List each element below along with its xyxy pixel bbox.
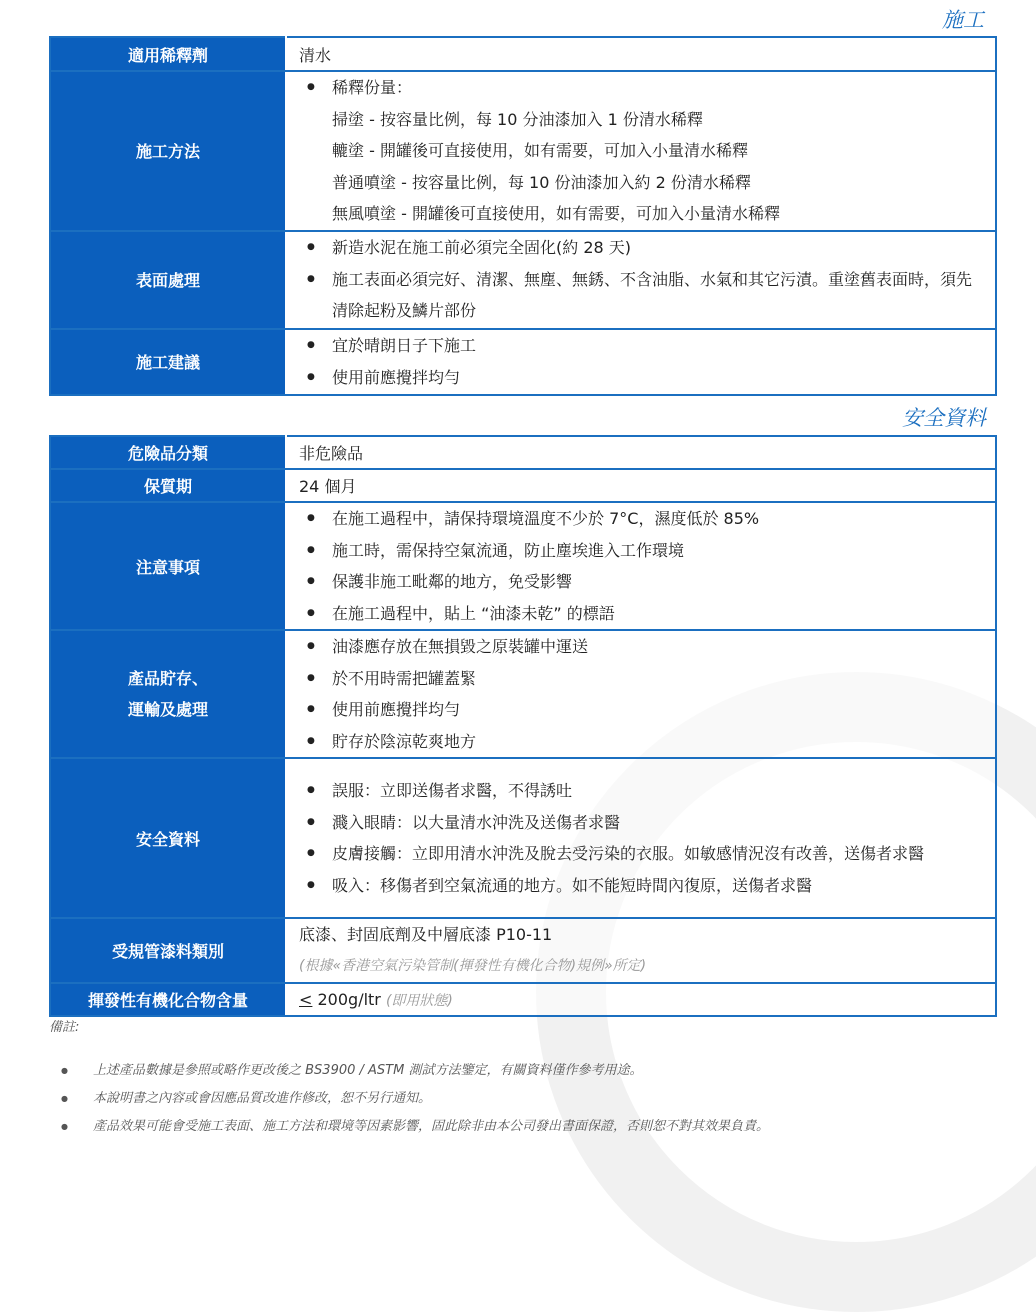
list-item: ● 宜於晴朗日子下施工 <box>299 330 985 362</box>
storage-label-line2: 運輸及處理 <box>127 700 208 719</box>
list-item: ● 貯存於陰涼乾爽地方 <box>299 726 985 758</box>
list-item: ● 吸入：移傷者到空氣流通的地方。如不能短時間內復原，送傷者求醫 <box>299 870 985 902</box>
list-item: ● 保護非施工毗鄰的地方，免受影響 <box>299 566 985 598</box>
table-row <box>50 231 996 329</box>
table-row <box>50 630 996 758</box>
less-than-symbol: < <box>299 989 313 1009</box>
section-title-safety: 安全資料 <box>902 406 986 430</box>
table-row <box>50 983 996 1016</box>
row-label-method: 施工方法 <box>50 71 286 231</box>
safety-list <box>299 775 985 901</box>
list-item: ● 在施工過程中，請保持環境溫度不少於 7°C，濕度低於 85% <box>299 503 985 535</box>
list-item: ● 使用前應攪拌均勻 <box>299 694 985 726</box>
regulated-note: (根據«香港空氣污染管制(揮發性有機化合物)規例»所定) <box>299 957 647 974</box>
row-label-shelf-life: 保質期 <box>50 469 286 502</box>
method-line: 轆塗 - 開罐後可直接使用，如有需要，可加入小量清水稀釋 <box>332 141 748 160</box>
row-label-voc: 揮發性有機化合物含量 <box>50 983 286 1016</box>
row-value-caution <box>286 502 996 630</box>
row-value-voc <box>286 983 996 1016</box>
storage-label-line1: 產品貯存、 <box>127 668 208 688</box>
list-item: ● 油漆應存放在無損毀之原裝罐中運送 <box>299 631 985 663</box>
notes-section <box>49 1016 997 1141</box>
row-label-regulated: 受規管漆料類別 <box>50 918 286 983</box>
row-value-diluent: 清水 <box>286 37 996 71</box>
list-item: ● 產品效果可能會受施工表面、施工方法和環境等因素影響，固此除非由本公司發出書面保證，否則恕不對其效果負責。 <box>49 1113 997 1141</box>
table-row <box>50 71 996 231</box>
row-value-shelf-life: 24 個月 <box>286 469 996 502</box>
row-label-safety: 安全資料 <box>50 758 286 918</box>
table-row <box>50 918 996 983</box>
list-item: ● 新造水泥在施工前必須完全固化(約 28 天) <box>299 232 985 264</box>
row-value-method <box>286 71 996 231</box>
notes-list <box>49 1057 997 1141</box>
table-row <box>50 37 996 71</box>
surface-list <box>299 232 985 327</box>
list-item: ● 上述產品數據是參照或略作更改後之 BS3900 / ASTM 測試方法鑒定，有關資料僅作參考用途。 <box>49 1057 997 1085</box>
list-item: ● 濺入眼睛：以大量清水沖洗及送傷者求醫 <box>299 807 985 839</box>
table-row <box>50 436 996 469</box>
row-label-storage <box>50 630 286 758</box>
table-row <box>50 329 996 395</box>
list-item: ● 於不用時需把罐蓋緊 <box>299 663 985 695</box>
regulated-category: 底漆、封固底劑及中層底漆 P10-11 <box>299 925 553 944</box>
table-row <box>50 502 996 630</box>
table-row <box>50 758 996 918</box>
section-title-application: 施工 <box>942 8 984 32</box>
list-item: ● 施工表面必須完好、清潔、無塵、無銹、不含油脂、水氣和其它污漬。重塗舊表面時，須先清除起粉及鱗片部份 <box>299 264 985 327</box>
list-item: ● 本說明書之內容或會因應品質改進作修改，恕不另行通知。 <box>49 1085 997 1113</box>
table-row <box>50 469 996 502</box>
advice-list <box>299 330 985 393</box>
row-label-advice: 施工建議 <box>50 329 286 395</box>
list-item: ● 稀釋份量： <box>299 72 985 104</box>
row-value-hazard: 非危險品 <box>286 436 996 469</box>
row-label-hazard: 危險品分類 <box>50 436 286 469</box>
application-table <box>49 36 997 396</box>
row-value-safety <box>286 758 996 918</box>
row-value-surface <box>286 231 996 329</box>
safety-table <box>49 435 997 1017</box>
list-item: ● 施工時，需保持空氣流通，防止塵埃進入工作環境 <box>299 535 985 567</box>
row-label-diluent: 適用稀釋劑 <box>50 37 286 71</box>
notes-title: 備註: <box>49 1020 80 1035</box>
list-item: ● 皮膚接觸：立即用清水沖洗及脫去受污染的衣服。如敏感情況沒有改善，送傷者求醫 <box>299 838 985 870</box>
row-value-storage <box>286 630 996 758</box>
row-label-surface: 表面處理 <box>50 231 286 329</box>
row-value-regulated <box>286 918 996 983</box>
voc-value: 200g/ltr <box>312 989 386 1009</box>
method-line: 掃塗 - 按容量比例，每 10 分油漆加入 1 份清水稀釋 <box>332 109 703 129</box>
method-line: 普通噴塗 - 按容量比例，每 10 份油漆加入約 2 份清水稀釋 <box>332 172 751 192</box>
list-item: ● 誤服：立即送傷者求醫，不得誘吐 <box>299 775 985 807</box>
list-item: ● 使用前應攪拌均勻 <box>299 362 985 394</box>
method-line: 無風噴塗 - 開罐後可直接使用，如有需要，可加入小量清水稀釋 <box>332 204 780 223</box>
voc-note: (即用狀態) <box>385 992 453 1009</box>
row-label-caution: 注意事項 <box>50 502 286 630</box>
caution-list <box>299 503 985 629</box>
method-list <box>299 72 985 104</box>
list-item: ● 在施工過程中，貼上 “油漆未乾” 的標語 <box>299 598 985 630</box>
storage-list <box>299 631 985 757</box>
row-value-advice <box>286 329 996 395</box>
